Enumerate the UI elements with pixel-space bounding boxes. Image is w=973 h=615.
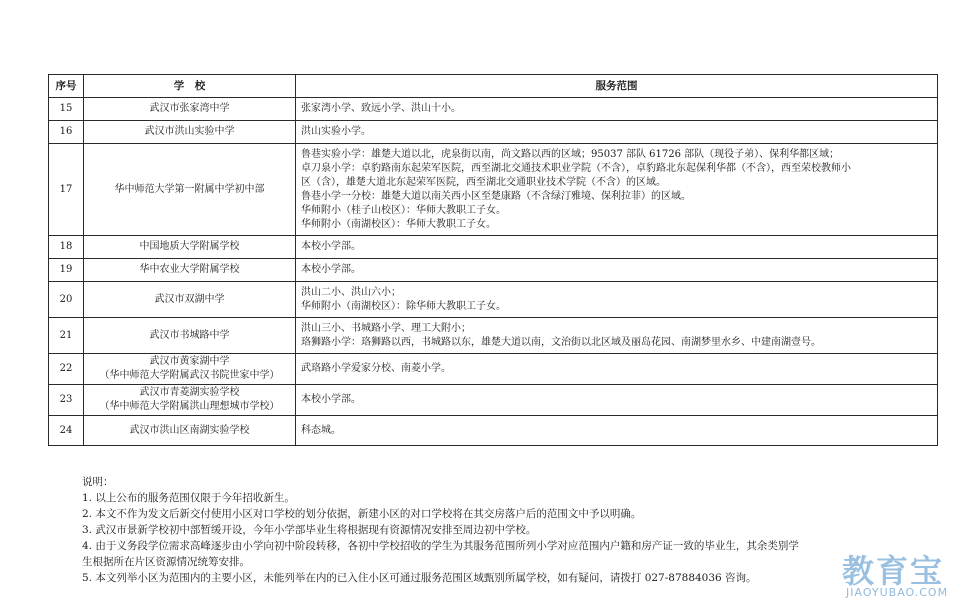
service-scope-line: 鲁巷小学一分校：雄楚大道以南关西小区至楚康路（不含绿汀雅境、保利拉菲）的区域。 — [301, 190, 691, 202]
table-row — [49, 259, 938, 282]
watermark-sub-text: JIAOYUBAO.COM — [846, 586, 949, 599]
site-watermark-logo — [832, 546, 970, 606]
school-name-line: （华中师范大学附属武汉书院世家中学） — [99, 370, 280, 381]
table-row — [49, 121, 938, 144]
service-scope-line: 张家湾小学、致远小学、洪山十小。 — [301, 103, 461, 114]
service-scope-cell — [296, 282, 938, 318]
table-row — [49, 416, 938, 446]
school-service-table — [48, 74, 938, 446]
school-name-cell — [84, 259, 296, 282]
watermark-main-text: 教育宝 — [842, 552, 945, 590]
service-scope-line: 本校小学部。 — [301, 241, 361, 252]
table-row — [49, 318, 938, 354]
service-scope-cell — [296, 259, 938, 282]
row-number: 21 — [49, 318, 84, 354]
row-number: 22 — [49, 354, 84, 385]
service-scope-cell — [296, 318, 938, 354]
table-row — [49, 385, 938, 416]
row-number: 18 — [49, 236, 84, 259]
service-scope-line: 科态城。 — [301, 424, 341, 436]
school-name-line: 武汉市洪山实验中学 — [144, 126, 235, 137]
table-header-row — [49, 75, 938, 98]
school-name-cell — [84, 236, 296, 259]
service-scope-cell — [296, 416, 938, 446]
row-number: 24 — [49, 416, 84, 446]
header-num: 序号 — [49, 75, 84, 98]
service-scope-cell — [296, 98, 938, 121]
row-number: 15 — [49, 98, 84, 121]
service-scope-line: 华师附小（南湖校区）：除华师大教职工子女。 — [301, 300, 506, 312]
service-scope-line: 区（含），雄楚大道北东起荣军医院，西至湖北交通职业技术学院（不含）的区域。 — [301, 176, 666, 188]
service-scope-cell — [296, 144, 938, 236]
school-name-line: （华中师范大学附属洪山理想城市学校） — [99, 401, 280, 412]
service-scope-line: 鲁巷实验小学：雄楚大道以北，虎泉街以南，尚文路以西的区域；95037 部队 61726 部队（现役子弟）、保利华都区域； — [301, 148, 840, 160]
service-scope-line: 洪山三小、书城路小学、理工大附小； — [301, 322, 471, 334]
service-scope-line: 华师附小（桂子山校区）：华师大教职工子女。 — [301, 204, 506, 216]
school-name-cell — [84, 354, 296, 385]
note-item: 2. 本文不作为发文后新交付使用小区对口学校的划分依据，新建小区的对口学校将在其交房落户后的范围文中予以明确。 — [82, 508, 642, 520]
header-scope: 服务范围 — [296, 75, 938, 98]
service-scope-cell — [296, 385, 938, 416]
school-name-line: 武汉市张家湾中学 — [149, 103, 230, 114]
school-name-cell — [84, 385, 296, 416]
school-name-cell — [84, 282, 296, 318]
school-name-line: 武汉市洪山区南湖实验学校 — [129, 424, 250, 436]
row-number: 23 — [49, 385, 84, 416]
school-name-line: 武汉市青菱湖实验学校 — [139, 387, 240, 398]
service-scope-line: 洪山二小、洪山六小； — [301, 286, 401, 298]
row-number: 17 — [49, 144, 84, 236]
service-scope-line: 武珞路小学爱家分校、南菱小学。 — [301, 363, 451, 374]
service-scope-cell — [296, 121, 938, 144]
school-name-line: 华中农业大学附属学校 — [139, 264, 240, 275]
school-name-line: 华中师范大学第一附属中学初中部 — [114, 183, 265, 195]
service-scope-line: 卓刀泉小学：卓豹路南东起荣军医院，西至湖北交通技术职业学院（不含），卓豹路北东起保利华都（不含），西至荣校教师小 — [301, 162, 851, 174]
school-name-cell — [84, 144, 296, 236]
table-row — [49, 236, 938, 259]
school-name-cell — [84, 121, 296, 144]
school-name-cell — [84, 318, 296, 354]
school-name-line: 武汉市书城路中学 — [149, 329, 230, 341]
service-scope-line: 洪山实验小学。 — [301, 126, 371, 137]
service-scope-line: 本校小学部。 — [301, 394, 361, 405]
service-scope-cell — [296, 354, 938, 385]
table-row — [49, 354, 938, 385]
notes-section — [82, 474, 902, 586]
row-number: 16 — [49, 121, 84, 144]
service-scope-line: 华师附小（南湖校区）：华师大教职工子女。 — [301, 218, 496, 230]
school-name-line: 武汉市双湖中学 — [154, 293, 225, 305]
row-number: 19 — [49, 259, 84, 282]
row-number: 20 — [49, 282, 84, 318]
service-scope-line: 本校小学部。 — [301, 264, 361, 275]
service-scope-cell — [296, 236, 938, 259]
header-school: 学 校 — [84, 75, 296, 98]
school-name-cell — [84, 416, 296, 446]
note-item: 5. 本文列举小区为范围内的主要小区，未能列举在内的已入住小区可通过服务范围区域甄别所属学校，如有疑问，请拨打 027-87884036 咨询。 — [82, 572, 757, 584]
table-row — [49, 98, 938, 121]
table-row — [49, 282, 938, 318]
service-scope-line: 珞狮路小学：珞狮路以西，书城路以东，雄楚大道以南，文治街以北区域及丽岛花园、南湖梦里水乡、中建南湖壹号。 — [301, 336, 821, 348]
notes-title: 说明： — [82, 476, 114, 488]
table-row — [49, 144, 938, 236]
note-item: 1. 以上公布的服务范围仅限于今年招收新生。 — [82, 492, 295, 504]
school-name-line: 中国地质大学附属学校 — [139, 241, 240, 252]
note-item: 4. 由于义务段学位需求高峰逐步由小学向初中阶段转移，各初中学校招收的学生为其服务范围所列小学对应范围内户籍和房产证一致的毕业生，其余类别学 — [82, 540, 799, 552]
note-item: 生根据所在片区资源情况统筹安排。 — [82, 556, 250, 568]
note-item: 3. 武汉市景新学校初中部暂缓开设，今年小学部毕业生将根据现有资源情况安排至周边初中学校。 — [82, 524, 537, 536]
school-name-line: 武汉市黄家湖中学 — [149, 356, 230, 367]
school-name-cell — [84, 98, 296, 121]
